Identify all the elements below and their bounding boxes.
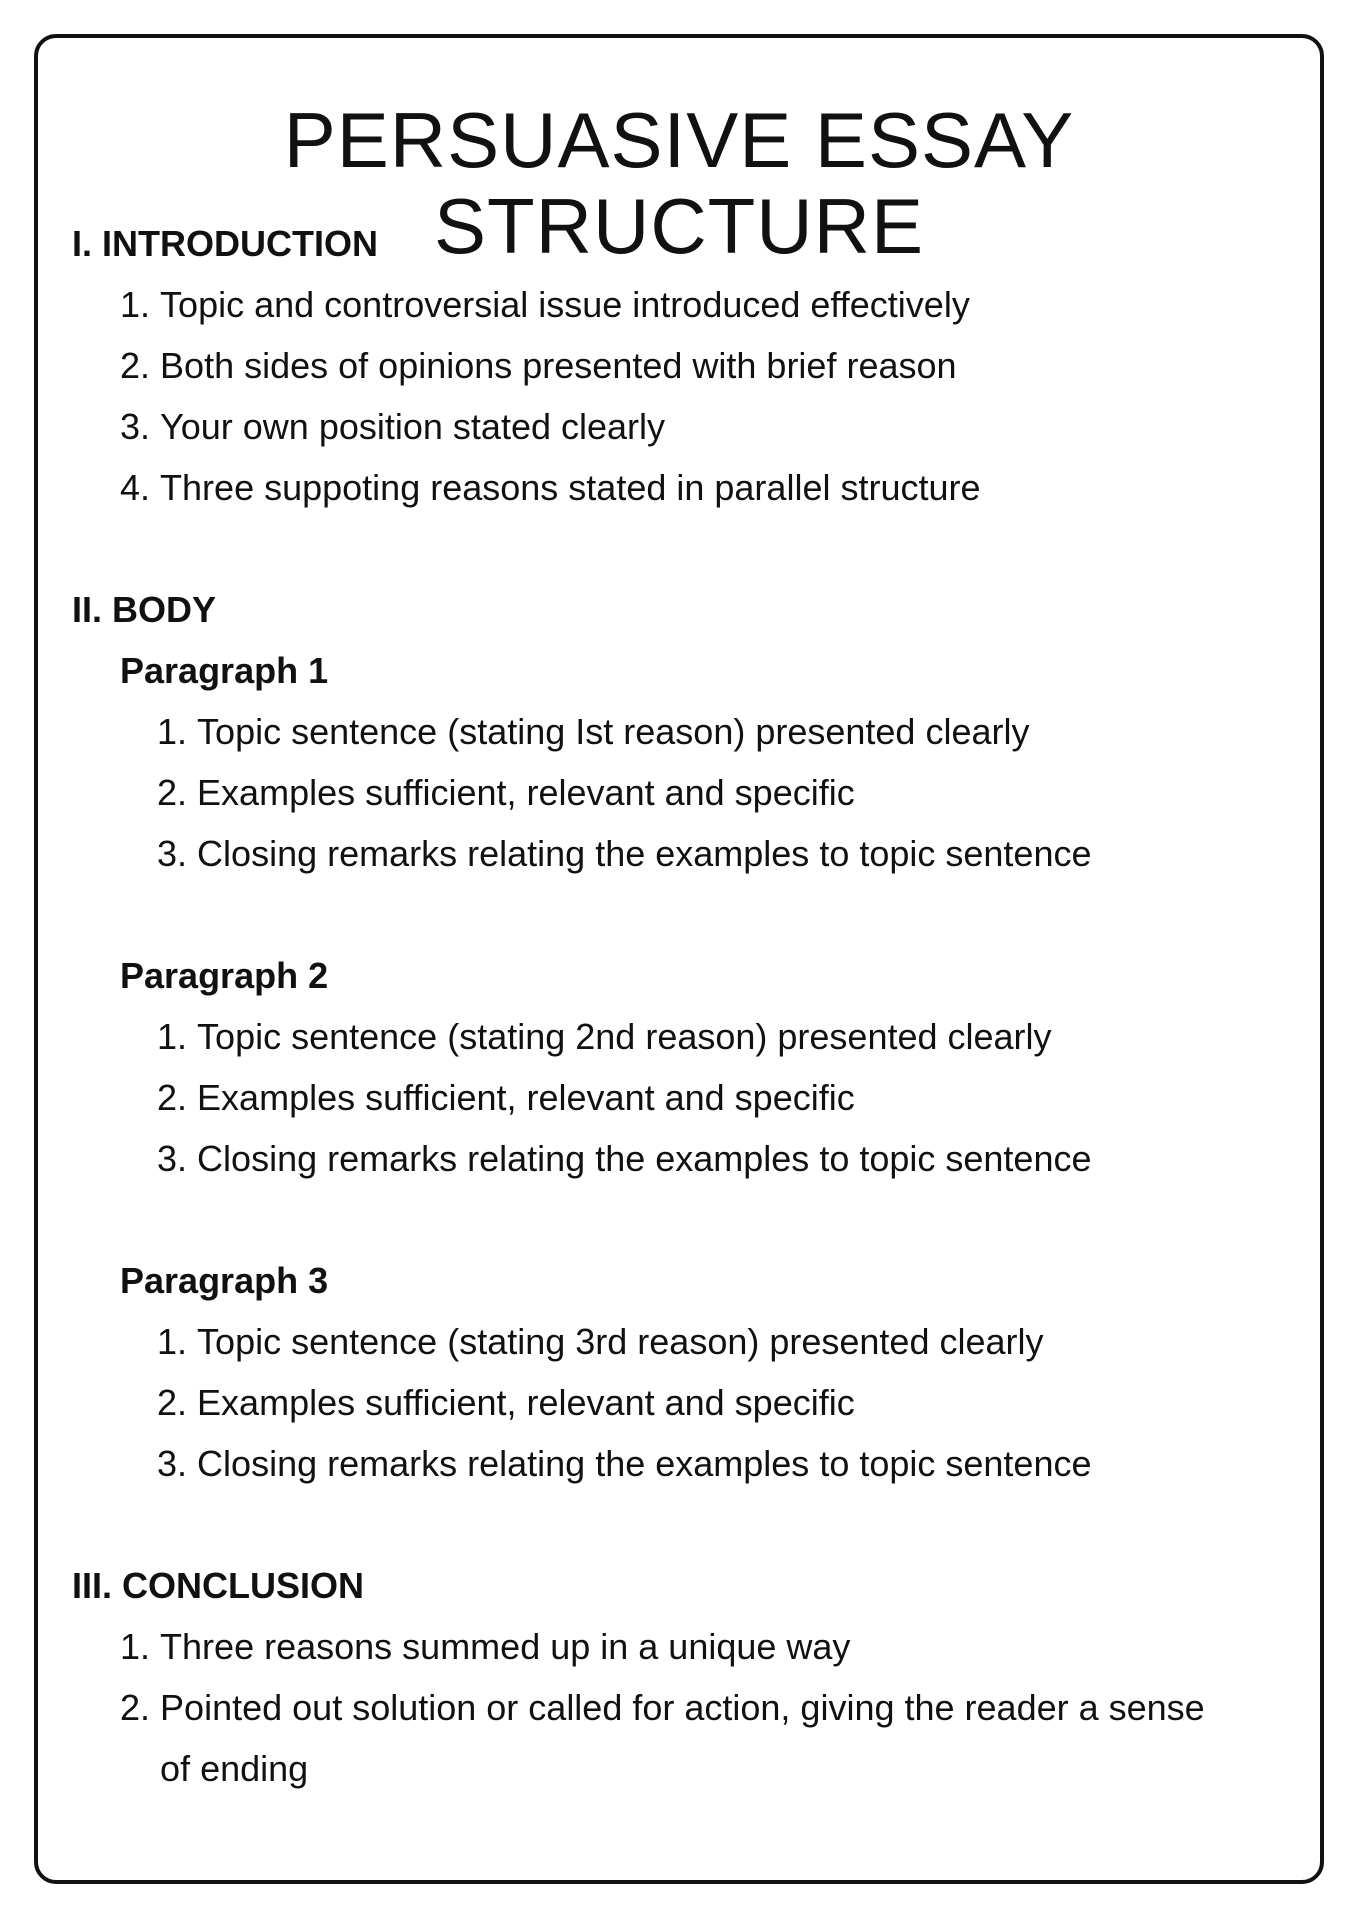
list-item (72, 457, 1290, 518)
item-text: Topic sentence (stating 3rd reason) presented clearly (197, 1321, 1044, 1362)
spacer (72, 884, 1290, 945)
item-text: Examples sufficient, relevant and specific (197, 1077, 855, 1118)
spacer (72, 518, 1290, 579)
item-text: Your own position stated clearly (160, 406, 666, 447)
list-item (72, 274, 1290, 335)
item-text: Three suppoting reasons stated in parallel structure (160, 467, 981, 508)
item-text: Examples sufficient, relevant and specific (197, 772, 855, 813)
list-item (72, 396, 1290, 457)
list-item (72, 1372, 1290, 1433)
item-text: Both sides of opinions presented with brief reason (160, 345, 957, 386)
introduction-heading: I. INTRODUCTION (72, 223, 378, 264)
item-number: 3. (157, 1138, 188, 1179)
document-frame (34, 34, 1324, 1884)
paragraph-2-heading: Paragraph 2 (120, 955, 329, 996)
list-item (72, 762, 1290, 823)
item-text: Pointed out solution or called for action, giving the reader a sense of ending (160, 1687, 1205, 1789)
body-section (72, 579, 1290, 1494)
item-text: Three reasons summed up in a unique way (160, 1626, 851, 1667)
spacer (72, 1189, 1290, 1250)
item-text: Topic and controversial issue introduced effectively (160, 284, 970, 325)
paragraph-1-heading: Paragraph 1 (120, 650, 329, 691)
list-item (72, 335, 1290, 396)
paragraph-3-heading: Paragraph 3 (120, 1260, 329, 1301)
item-number: 3. (157, 833, 188, 874)
item-number: 3. (157, 1443, 188, 1484)
outline-content (72, 213, 1290, 1799)
item-number: 1. (157, 711, 188, 752)
list-item (72, 823, 1290, 884)
page-title: PERSUASIVE ESSAY STRUCTURE (283, 96, 1075, 270)
list-item (72, 1311, 1290, 1372)
conclusion-heading: III. CONCLUSION (72, 1565, 365, 1606)
list-item (72, 701, 1290, 762)
list-item (72, 1677, 1290, 1799)
item-number: 1. (157, 1016, 188, 1057)
item-text: Examples sufficient, relevant and specific (197, 1382, 855, 1423)
body-heading: II. BODY (72, 589, 217, 630)
spacer (72, 1494, 1290, 1555)
item-number: 2. (120, 1687, 151, 1728)
item-number: 4. (120, 467, 151, 508)
item-text: Closing remarks relating the examples to topic sentence (197, 1138, 1092, 1179)
item-number: 2. (157, 772, 188, 813)
list-item (72, 1433, 1290, 1494)
item-number: 2. (157, 1382, 188, 1423)
item-text: Closing remarks relating the examples to topic sentence (197, 1443, 1092, 1484)
item-number: 1. (157, 1321, 188, 1362)
item-text: Topic sentence (stating 2nd reason) presented clearly (197, 1016, 1052, 1057)
list-item (72, 1006, 1290, 1067)
conclusion-section (72, 1555, 1290, 1799)
list-item (72, 1128, 1290, 1189)
item-number: 2. (157, 1077, 188, 1118)
item-number: 3. (120, 406, 151, 447)
list-item (72, 1616, 1290, 1677)
introduction-section (72, 213, 1290, 518)
item-number: 2. (120, 345, 151, 386)
item-text: Closing remarks relating the examples to topic sentence (197, 833, 1092, 874)
item-number: 1. (120, 1626, 151, 1667)
item-number: 1. (120, 284, 151, 325)
item-text: Topic sentence (stating Ist reason) presented clearly (197, 711, 1030, 752)
list-item (72, 1067, 1290, 1128)
